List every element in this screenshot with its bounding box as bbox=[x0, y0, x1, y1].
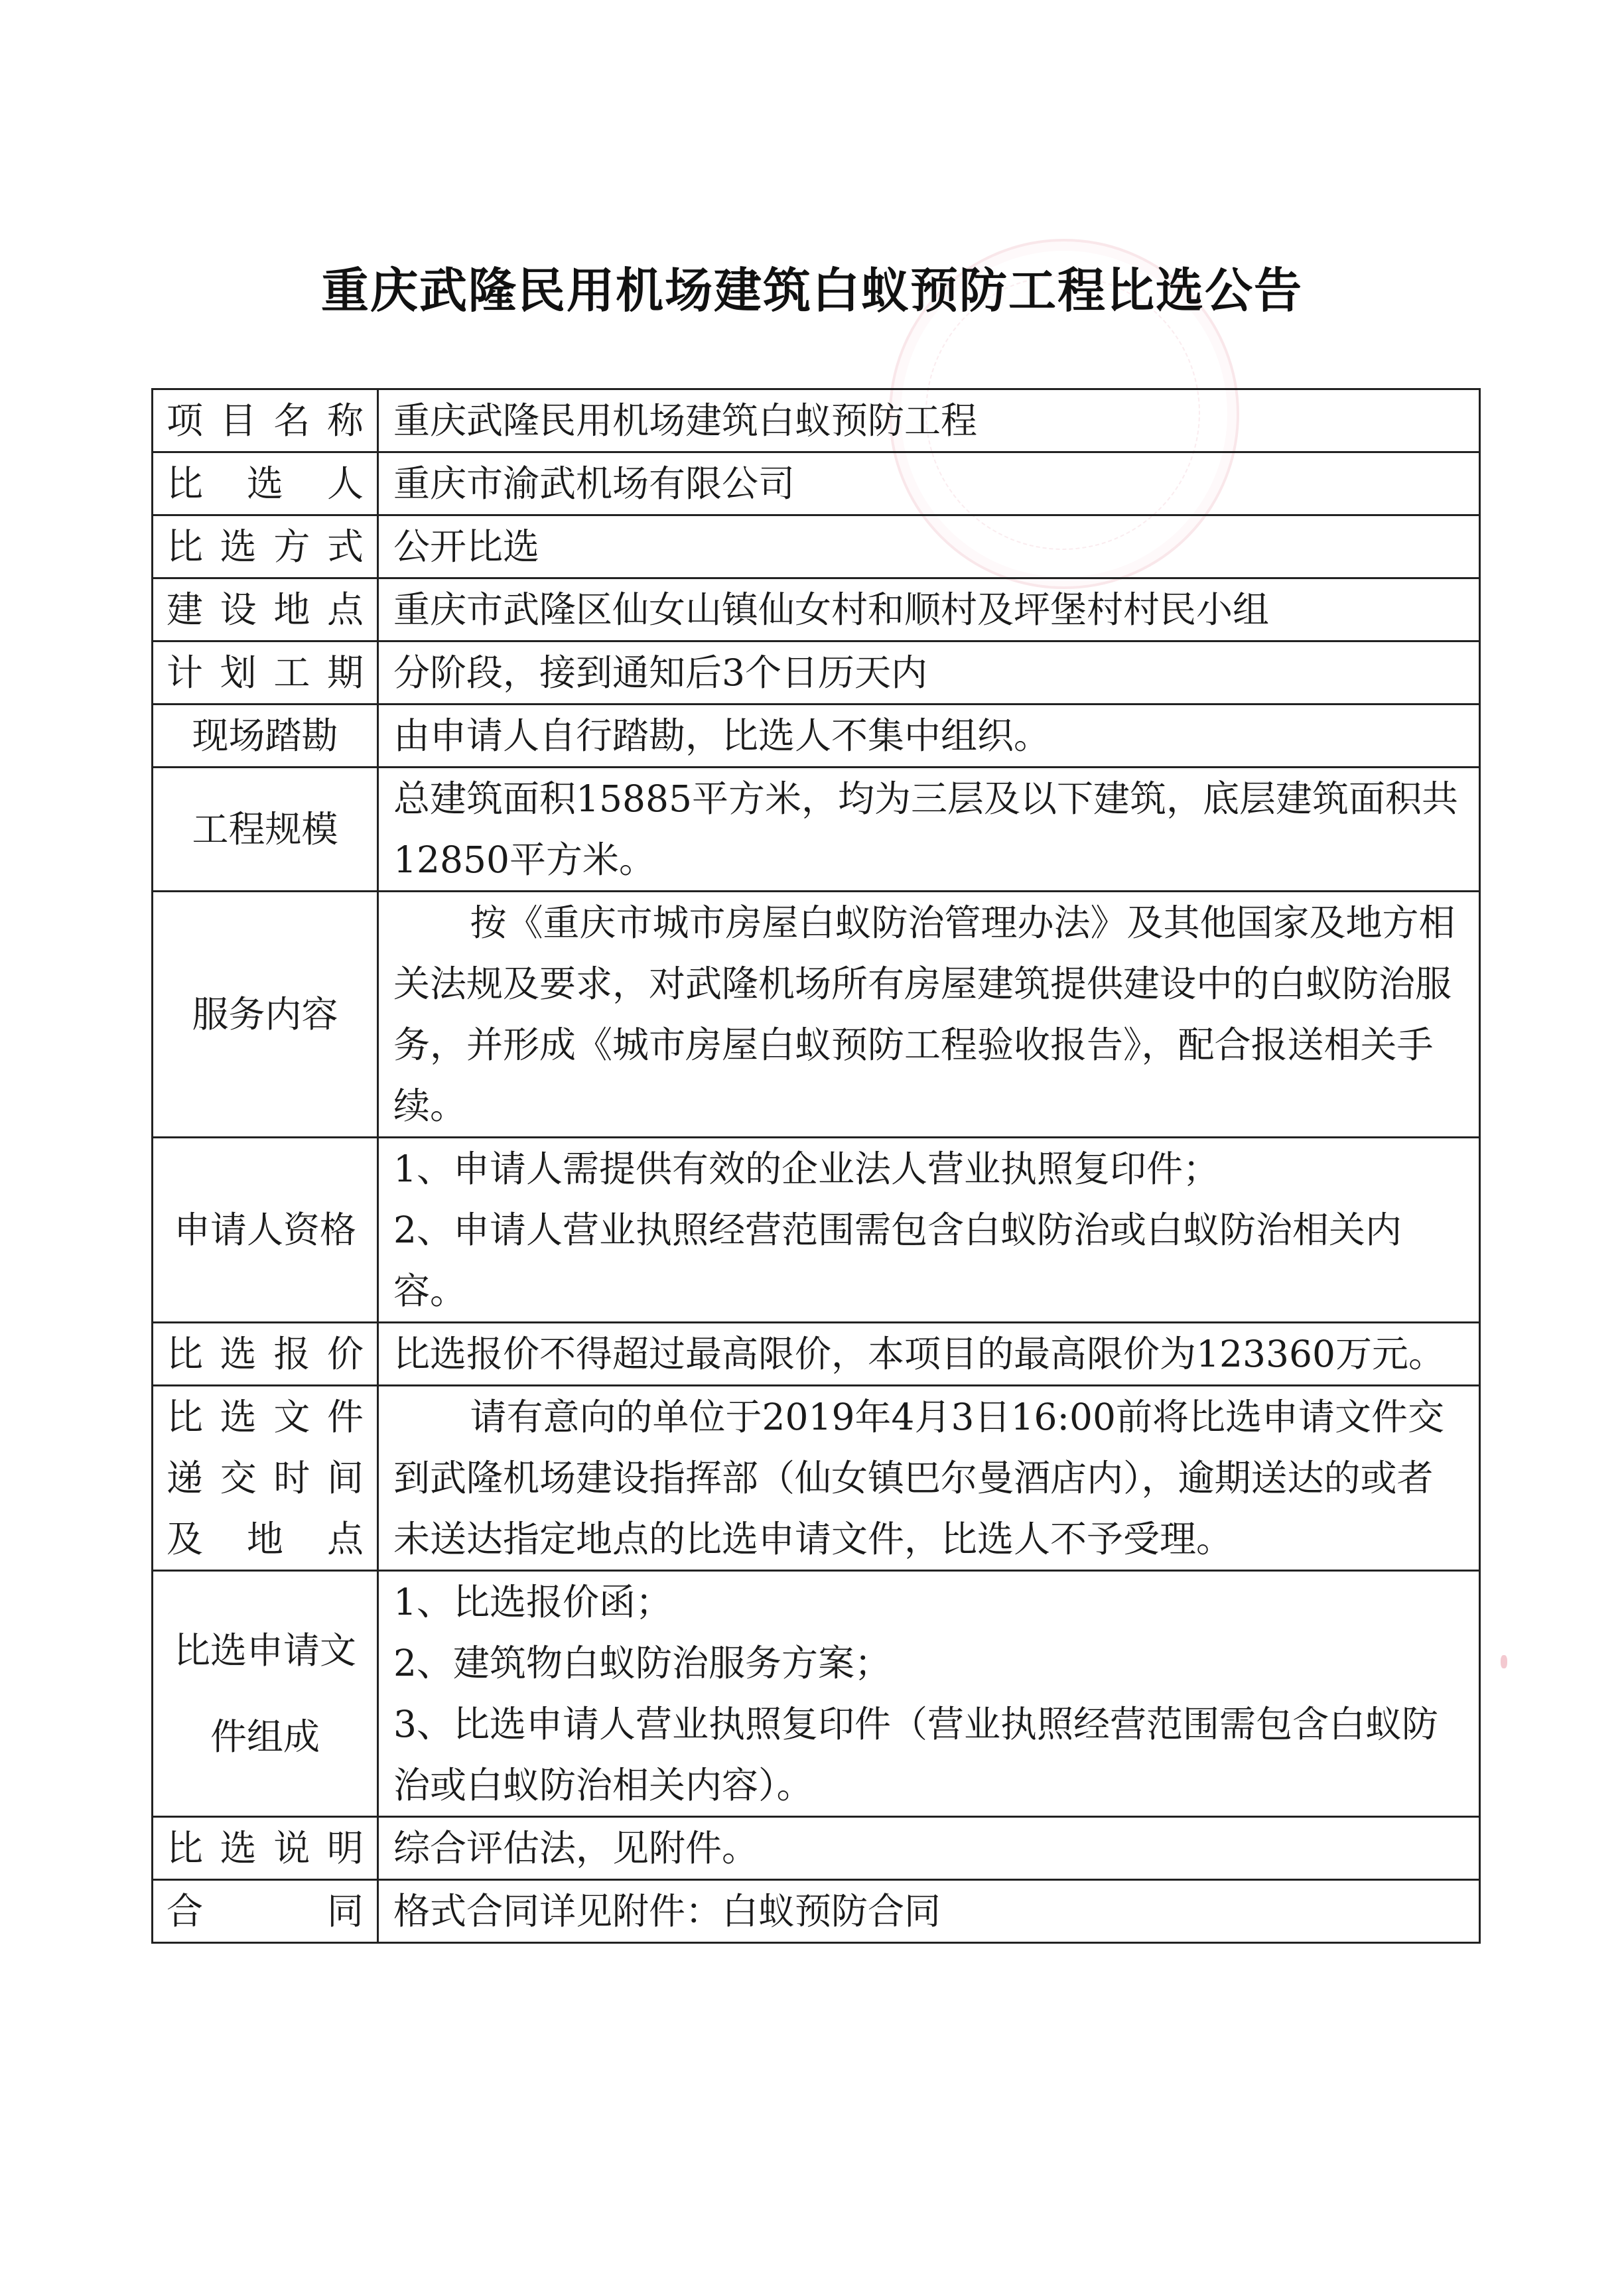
notice-table bbox=[151, 388, 1481, 1944]
row-value: 由申请人自行踏勘，比选人不集中组织。 bbox=[378, 705, 1480, 768]
red-ink-speck bbox=[1501, 1655, 1507, 1668]
row-label: 现场踏勘 bbox=[153, 705, 378, 768]
row-label: 建设地点 bbox=[153, 578, 378, 641]
table-row bbox=[153, 768, 1480, 892]
row-label: 合同 bbox=[153, 1880, 378, 1943]
row-label: 比选方式 bbox=[153, 515, 378, 578]
row-label: 项目名称 bbox=[153, 389, 378, 452]
row-value: 综合评估法，见附件。 bbox=[378, 1817, 1480, 1880]
row-value: 重庆市武隆区仙女山镇仙女村和顺村及坪堡村村民小组 bbox=[378, 578, 1480, 641]
row-value bbox=[378, 1386, 1480, 1571]
row-label: 计划工期 bbox=[153, 641, 378, 705]
table-row bbox=[153, 892, 1480, 1138]
row-value bbox=[378, 892, 1480, 1138]
table-row bbox=[153, 1880, 1480, 1943]
row-value: 总建筑面积15885平方米，均为三层及以下建筑，底层建筑面积共12850平方米。 bbox=[378, 768, 1480, 892]
qualification-item: 1、申请人需提供有效的企业法人营业执照复印件； bbox=[393, 1148, 1219, 1190]
row-value: 重庆武隆民用机场建筑白蚁预防工程 bbox=[378, 389, 1480, 452]
row-label: 比选报价 bbox=[153, 1323, 378, 1386]
row-value bbox=[378, 1571, 1480, 1817]
composition-item: 2、建筑物白蚁防治服务方案； bbox=[393, 1642, 891, 1684]
composition-item: 1、比选报价函； bbox=[393, 1581, 672, 1623]
row-label: 比选文件 递交时间 及地点 bbox=[153, 1386, 378, 1571]
row-value: 格式合同详见附件：白蚁预防合同 bbox=[378, 1880, 1480, 1943]
row-value: 重庆市渝武机场有限公司 bbox=[378, 452, 1480, 515]
row-value: 分阶段，接到通知后3个日历天内 bbox=[378, 641, 1480, 705]
table-row bbox=[153, 578, 1480, 641]
row-label: 比选说明 bbox=[153, 1817, 378, 1880]
table-row bbox=[153, 389, 1480, 452]
table-row bbox=[153, 1386, 1480, 1571]
table-row bbox=[153, 1138, 1480, 1323]
row-label: 比选人 bbox=[153, 452, 378, 515]
row-value bbox=[378, 1138, 1480, 1323]
table-row bbox=[153, 641, 1480, 705]
row-label: 申请人资格 bbox=[153, 1138, 378, 1323]
qualification-item: 2、申请人营业执照经营范围需包含白蚁防治或白蚁防治相关内容。 bbox=[393, 1209, 1402, 1312]
table-row bbox=[153, 452, 1480, 515]
row-label: 工程规模 bbox=[153, 768, 378, 892]
service-content-text: 按《重庆市城市房屋白蚁防治管理办法》及其他国家及地方相关法规及要求，对武隆机场所有房屋建筑提供建设中的白蚁防治服务，并形成《城市房屋白蚁预防工程验收报告》，配合报送相关手续。 bbox=[393, 902, 1455, 1127]
composition-item: 3、比选申请人营业执照复印件（营业执照经营范围需包含白蚁防治或白蚁防治相关内容）。 bbox=[393, 1703, 1438, 1806]
table-row bbox=[153, 515, 1480, 578]
table-row bbox=[153, 1571, 1480, 1817]
submission-text: 请有意向的单位于2019年4月3日16:00前将比选申请文件交到武隆机场建设指挥部（仙女镇巴尔曼酒店内），逾期送达的或者未送达指定地点的比选申请文件，比选人不予受理。 bbox=[393, 1396, 1444, 1560]
document-title: 重庆武隆民用机场建筑白蚁预防工程比选公告 bbox=[320, 263, 1303, 318]
row-label: 服务内容 bbox=[153, 892, 378, 1138]
table-row bbox=[153, 705, 1480, 768]
row-value: 公开比选 bbox=[378, 515, 1480, 578]
table-row bbox=[153, 1323, 1480, 1386]
table-row bbox=[153, 1817, 1480, 1880]
row-value: 比选报价不得超过最高限价，本项目的最高限价为123360万元。 bbox=[378, 1323, 1480, 1386]
row-label: 比选申请文 件组成 bbox=[153, 1571, 378, 1817]
